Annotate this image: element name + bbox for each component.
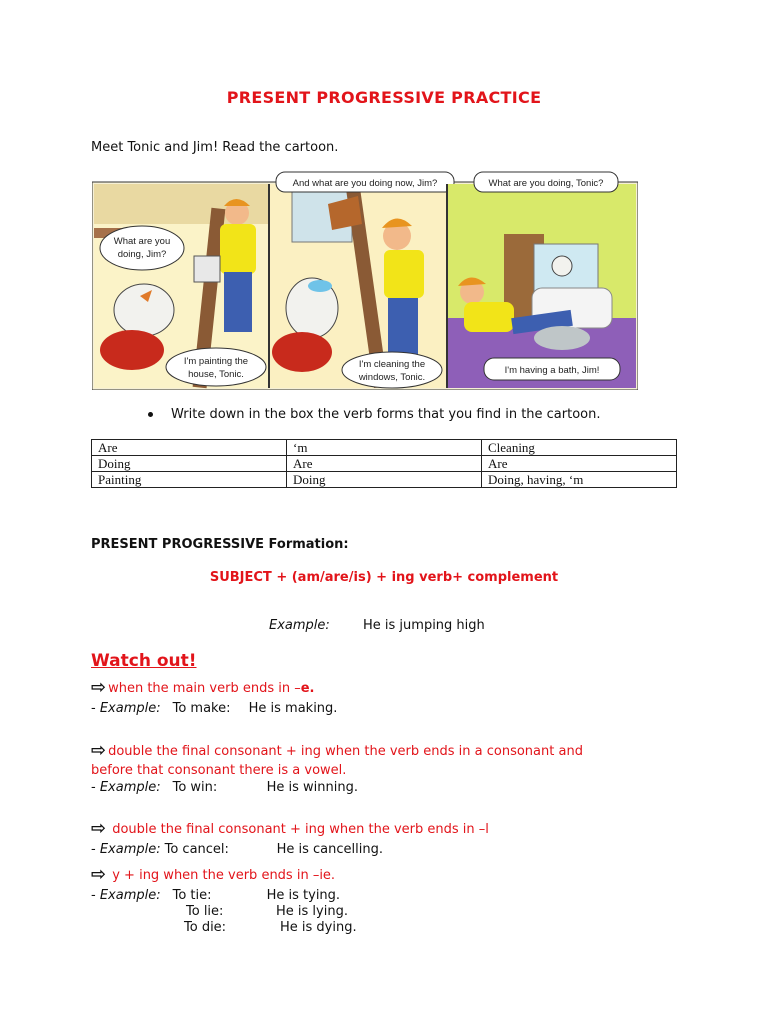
example-label: Example: — [99, 888, 161, 903]
example-prefix: - — [91, 888, 100, 903]
formation-bold: PRESENT PROGRESSIVE — [91, 537, 265, 552]
example-verb: To die: — [184, 920, 227, 935]
table-cell: Are — [482, 456, 677, 472]
cartoon-panel-1 — [92, 168, 268, 388]
arrow-icon: ⇨ — [91, 677, 107, 698]
example-prefix: - — [91, 701, 100, 716]
table-cell: Painting — [92, 472, 287, 488]
verb-forms-table — [91, 439, 677, 488]
example-e — [91, 701, 337, 717]
example-prefix: - — [91, 842, 100, 857]
rule-bold: e. — [300, 681, 315, 696]
example-verb: To make: — [172, 701, 231, 716]
example-label: Example: — [269, 618, 330, 633]
example-lie — [186, 904, 348, 920]
rule-text: y + ing when the verb ends in –ie. — [108, 868, 336, 883]
formation-heading — [91, 537, 349, 552]
bubble-1: What are you doing, Jim? — [92, 168, 105, 169]
table-cell: Cleaning — [482, 440, 677, 456]
bullet-dot — [148, 412, 153, 417]
example-prefix: - — [91, 780, 100, 795]
rule-text: double the final consonant + ing when the verb ends in a consonant and — [108, 744, 583, 759]
formula: SUBJECT + (am/are/is) + ing verb+ complement — [209, 570, 559, 585]
table-cell: Doing — [92, 456, 287, 472]
table-row — [92, 440, 677, 456]
arrow-icon: ⇨ — [91, 864, 107, 885]
example-text: He is jumping high — [363, 618, 485, 633]
example-label: Example: — [99, 842, 161, 857]
example-result: He is winning. — [266, 780, 358, 795]
rule-l — [91, 819, 489, 839]
instruction-bullet — [148, 407, 601, 422]
example-die — [184, 920, 357, 936]
svg-text:windows, Tonic.: windows, Tonic. — [358, 372, 426, 383]
example-cancel — [91, 842, 383, 858]
example-result: He is making. — [248, 701, 338, 716]
svg-text:And what are you doing now, Ji: And what are you doing now, Jim? — [292, 178, 438, 189]
watch-out-heading: Watch out! — [91, 651, 197, 671]
example-win — [91, 780, 358, 796]
example-verb: To lie: — [186, 904, 224, 919]
table-cell: Are — [92, 440, 287, 456]
example-result: He is cancelling. — [276, 842, 383, 857]
cartoon-panel-2 — [270, 172, 454, 388]
svg-text:What are you: What are you — [113, 236, 171, 247]
table-cell: Doing, having, ‘m — [482, 472, 677, 488]
rule-e — [91, 678, 314, 698]
intro-text: Meet Tonic and Jim! Read the cartoon. — [91, 140, 339, 155]
instruction-text: Write down in the box the verb forms that you find in the cartoon. — [171, 407, 601, 422]
svg-text:I'm painting the: I'm painting the — [183, 356, 249, 367]
table-cell: ‘m — [287, 440, 482, 456]
cartoon-panel-3 — [448, 172, 636, 388]
rule-text: when the main verb ends in – — [108, 681, 301, 696]
example-verb: To cancel: — [164, 842, 229, 857]
svg-text:I'm cleaning the: I'm cleaning the — [358, 359, 426, 370]
svg-text:house, Tonic.: house, Tonic. — [188, 369, 244, 380]
table-cell: Are — [287, 456, 482, 472]
page-title: PRESENT PROGRESSIVE PRACTICE — [226, 88, 542, 107]
cartoon-illustration — [92, 168, 638, 390]
example-verb: To win: — [172, 780, 218, 795]
rule-text-2: before that consonant there is a vowel. — [91, 763, 347, 778]
svg-text:doing, Jim?: doing, Jim? — [117, 249, 167, 260]
rule-text: double the final consonant + ing when the verb ends in –l — [108, 822, 489, 837]
example-label: Example: — [99, 780, 161, 795]
example-result: He is tying. — [266, 888, 341, 903]
table-cell: Doing — [287, 472, 482, 488]
svg-text:I'm having a bath, Jim!: I'm having a bath, Jim! — [504, 365, 600, 376]
example-label: Example: — [99, 701, 161, 716]
table-row — [92, 472, 677, 488]
arrow-icon: ⇨ — [91, 818, 107, 839]
table-row — [92, 456, 677, 472]
example-line — [269, 618, 485, 633]
example-result: He is lying. — [276, 904, 348, 919]
example-tie — [91, 888, 340, 904]
arrow-icon: ⇨ — [91, 740, 107, 761]
formation-rest: Formation: — [264, 537, 349, 552]
example-result: He is dying. — [280, 920, 357, 935]
svg-text:What are you doing, Tonic?: What are you doing, Tonic? — [488, 178, 604, 189]
rule-double-consonant — [91, 741, 583, 780]
rule-ie — [91, 865, 335, 885]
example-verb: To tie: — [172, 888, 212, 903]
